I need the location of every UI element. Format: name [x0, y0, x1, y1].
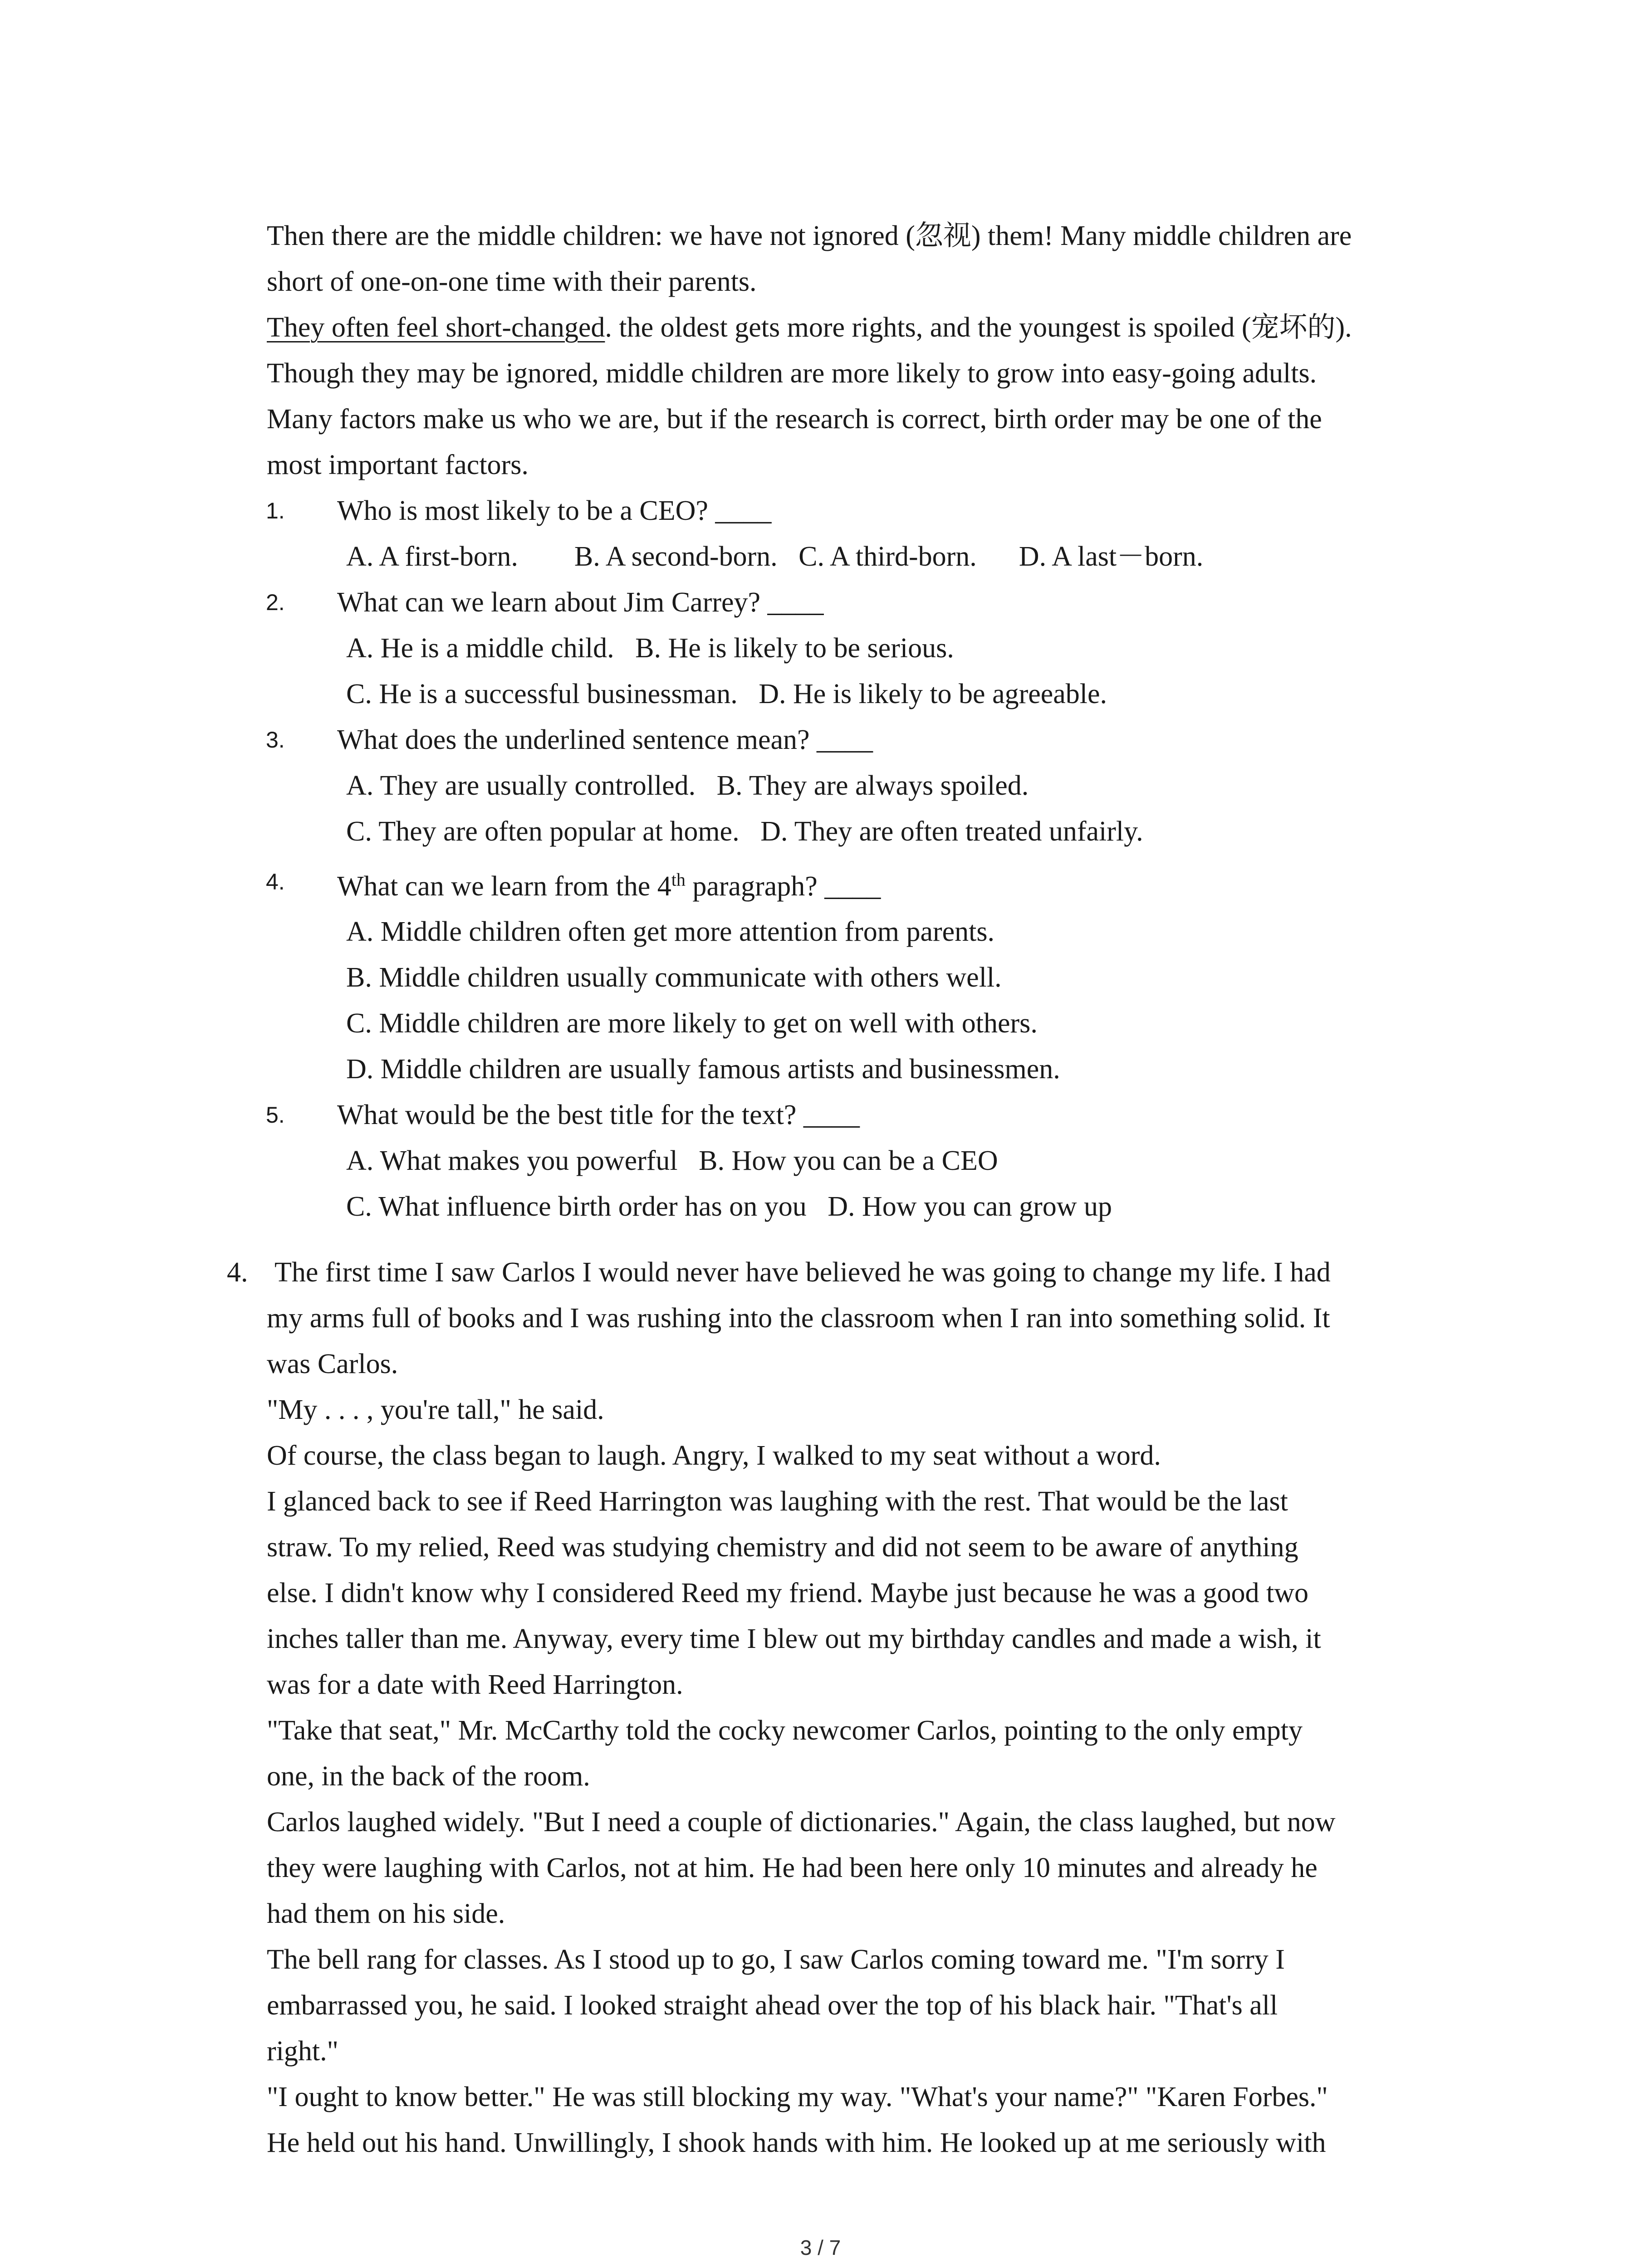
question-options: A. A first-born. B. A second-born. C. A third-born. D. A last－born.	[346, 541, 1204, 572]
text-line: "My . . . , you're tall," he said.	[267, 1394, 604, 1425]
question-4	[267, 855, 1474, 909]
question-text	[337, 864, 881, 909]
text-line: most important factors.	[267, 450, 529, 480]
question-option: A. Middle children often get more attention from parents.	[346, 916, 995, 947]
question-option: C. Middle children are more likely to get on well with others.	[346, 1008, 1038, 1039]
text-span: What can we learn from the 4	[337, 871, 671, 902]
question-3	[267, 717, 1474, 763]
text-line: else. I didn't know why I considered Reed my friend. Maybe just because he was a good two	[267, 1578, 1308, 1608]
text-line: embarrassed you, he said. I looked straight ahead over the top of his black hair. "That's all	[267, 1990, 1278, 2021]
text-line: Carlos laughed widely. "But I need a couple of dictionaries." Again, the class laughed, but now	[267, 1807, 1336, 1838]
text-line: straw. To my relied, Reed was studying chemistry and did not seem to be aware of anything	[267, 1532, 1298, 1563]
underlined-sentence: They often feel short-changed	[267, 312, 605, 343]
question-text: What would be the best title for the text? ____	[337, 1100, 860, 1130]
text-span: The first time I saw Carlos I would never have believed he was going to change my life. I had	[274, 1257, 1331, 1288]
question-text: Who is most likely to be a CEO? ____	[337, 495, 772, 526]
question-number: 5.	[266, 1102, 285, 1128]
text-line: "I ought to know better." He was still blocking my way. "What's your name?" "Karen Forbes."	[267, 2082, 1328, 2112]
question-number: 1.	[266, 498, 285, 523]
question-options: C. He is a successful businessman. D. He is likely to be agreeable.	[346, 679, 1107, 709]
passage-4-first-line	[227, 1250, 1479, 1295]
text-line: Though they may be ignored, middle children are more likely to grow into easy-going adults.	[267, 358, 1317, 389]
text-line: He held out his hand. Unwillingly, I shook hands with him. He looked up at me seriously with	[267, 2127, 1326, 2158]
text-line: "Take that seat," Mr. McCarthy told the cocky newcomer Carlos, pointing to the only empty	[267, 1715, 1303, 1746]
text-line: Of course, the class began to laugh. Angry, I walked to my seat without a word.	[267, 1440, 1161, 1471]
question-options: C. They are often popular at home. D. They are often treated unfairly.	[346, 816, 1143, 847]
text-line: my arms full of books and I was rushing into the classroom when I ran into something solid. It	[267, 1303, 1330, 1334]
text-line: short of one-on-one time with their parents.	[267, 266, 757, 297]
question-1	[267, 488, 1474, 534]
question-2	[267, 580, 1474, 626]
passage-number: 4.	[227, 1257, 248, 1288]
question-text: What does the underlined sentence mean? ____	[337, 724, 873, 755]
question-number: 3.	[266, 727, 285, 753]
text-line: had them on his side.	[267, 1898, 505, 1929]
question-options: A. What makes you powerful B. How you can be a CEO	[346, 1145, 998, 1176]
text-line: they were laughing with Carlos, not at him. He had been here only 10 minutes and already he	[267, 1853, 1318, 1883]
text-line: Many factors make us who we are, but if the research is correct, birth order may be one of the	[267, 404, 1322, 435]
passage-3-continuation	[267, 213, 1474, 1230]
question-options: A. They are usually controlled. B. They are always spoiled.	[346, 770, 1029, 801]
question-option: D. Middle children are usually famous artists and businessmen.	[346, 1054, 1060, 1085]
text-line: one, in the back of the room.	[267, 1761, 590, 1792]
text-span: paragraph? ____	[685, 871, 881, 902]
question-option: B. Middle children usually communicate with others well.	[346, 962, 1002, 993]
question-5	[267, 1092, 1474, 1138]
text-line: Then there are the middle children: we have not ignored (忽视) them! Many middle children are	[267, 220, 1352, 251]
question-options: A. He is a middle child. B. He is likely to be serious.	[346, 633, 954, 664]
text-span: . the oldest gets more rights, and the youngest is spoiled (宠坏的).	[605, 312, 1352, 343]
passage-4	[227, 1250, 1479, 2166]
superscript: th	[671, 869, 686, 890]
text-line: was Carlos.	[267, 1349, 398, 1379]
text-line: right."	[267, 2036, 338, 2067]
page-number: 3 / 7	[800, 2236, 841, 2259]
text-line: I glanced back to see if Reed Harrington was laughing with the rest. That would be the last	[267, 1486, 1288, 1517]
question-number: 2.	[266, 590, 285, 615]
text-line: inches taller than me. Anyway, every time I blew out my birthday candles and made a wish, it	[267, 1623, 1321, 1654]
text-line: The bell rang for classes. As I stood up to go, I saw Carlos coming toward me. "I'm sorry I	[267, 1944, 1285, 1975]
text-line: was for a date with Reed Harrington.	[267, 1669, 683, 1700]
text-line-underlined	[267, 305, 1474, 351]
question-text: What can we learn about Jim Carrey? ____	[337, 587, 824, 618]
question-number: 4.	[266, 869, 285, 894]
question-options: C. What influence birth order has on you D. How you can grow up	[346, 1191, 1112, 1222]
